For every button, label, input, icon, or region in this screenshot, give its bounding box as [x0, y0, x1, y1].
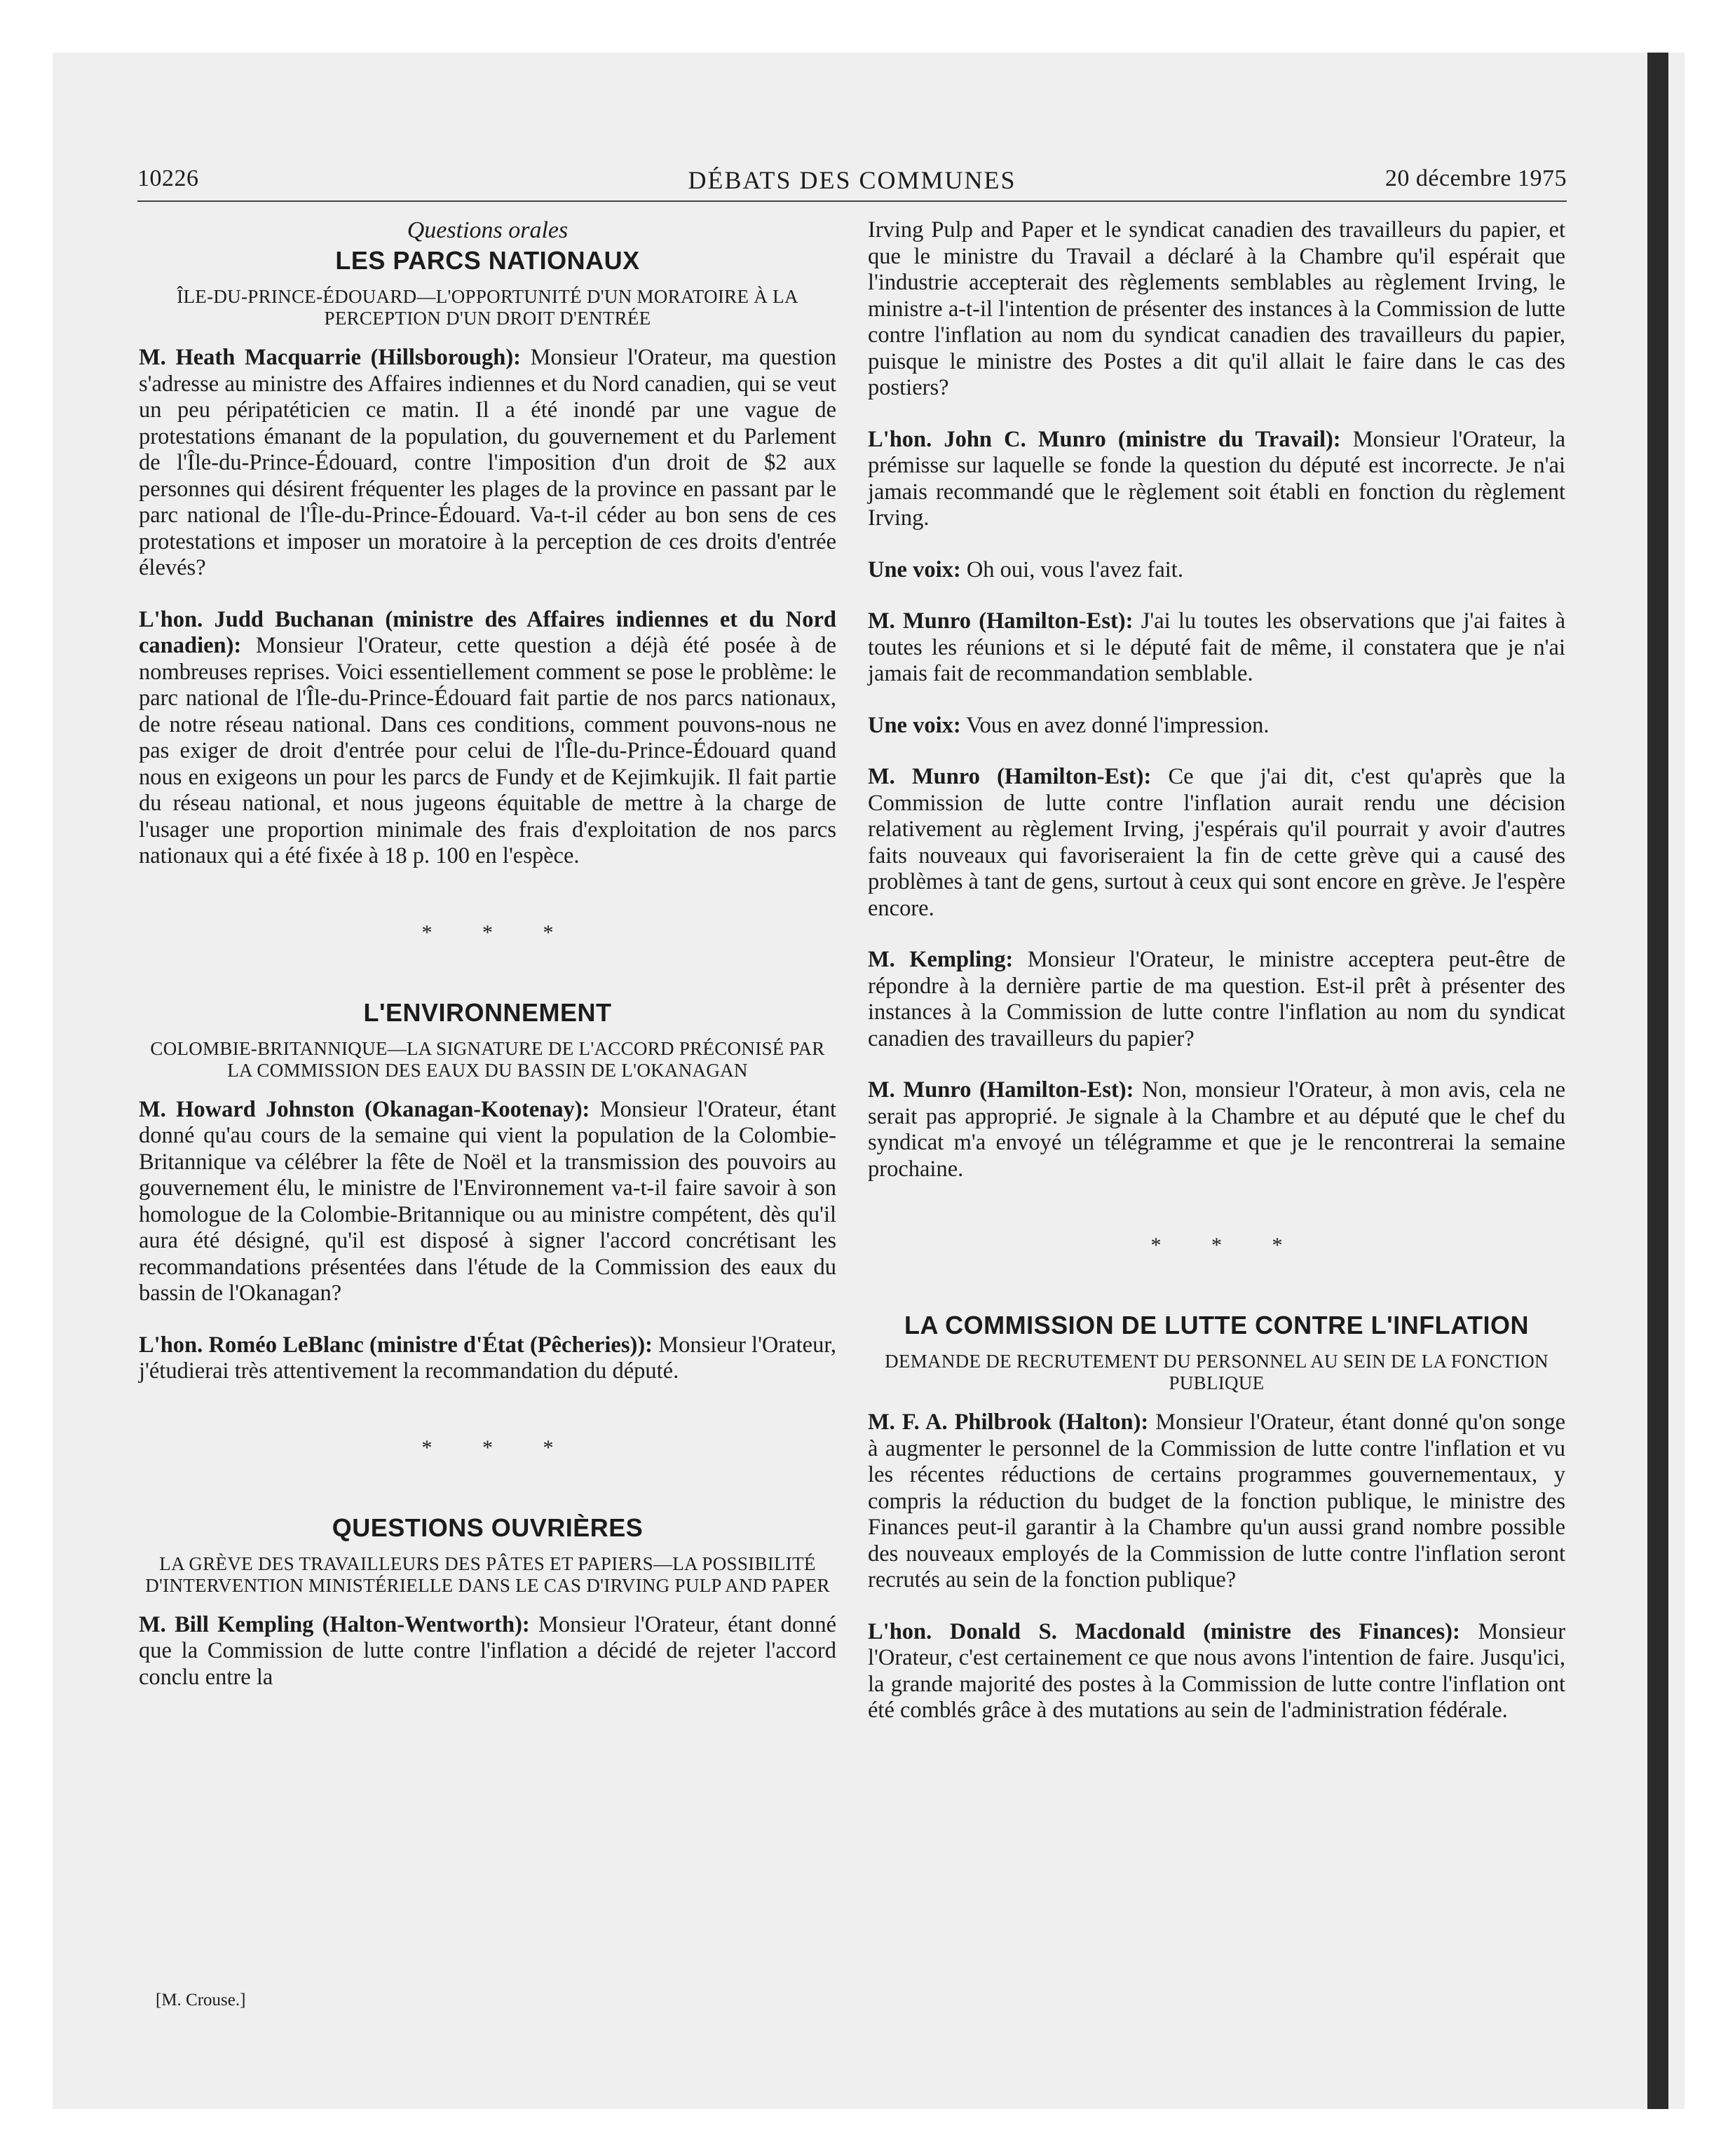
speaker-name: M. Heath Macquarrie (Hillsborough):	[139, 345, 521, 370]
speech-paragraph	[868, 1077, 1565, 1182]
section-heading: L'ENVIRONNEMENT	[363, 997, 612, 1027]
publication-title: DÉBATS DES COMMUNES	[688, 166, 1016, 194]
speaker-name: M. Kempling:	[868, 947, 1014, 972]
speaker-name: L'hon. Judd Buchanan (ministre des Affaires indiennes et du Nord canadien):	[139, 606, 836, 658]
speaker-name: M. Munro (Hamilton-Est):	[868, 608, 1134, 634]
speaker-name: L'hon. Donald S. Macdonald (ministre des Finances):	[868, 1618, 1460, 1644]
speech-paragraph	[868, 1619, 1565, 1724]
speech-paragraph	[139, 1097, 836, 1307]
speech-text: Oh oui, vous l'avez fait.	[966, 557, 1183, 582]
speaker-name: L'hon. John C. Munro (ministre du Travail):	[868, 426, 1341, 452]
publication-date: 20 décembre 1975	[1384, 165, 1567, 191]
speaker-name: M. Howard Johnston (Okanagan-Kootenay):	[139, 1096, 590, 1122]
speech-text: Monsieur l'Orateur, ma question s'adresse au ministre des Affaires indiennes et du Nord canadien, qui se veut un peu péripatéticien ce matin. Il a été inondé par une vague de protestations émanant de la population, du gouvernement et du Parlement de l'Île-du-Prince-Édouard, contre l'imposition d'un droit de $2 aux personnes qui désirent fréquenter les plages de la province en passant par le parc national de l'Île-du-Prince-Édouard. Va-t-il céder au bon sens de ces protestations et imposer un moratoire à la perception de ces droits d'entrée élevés?	[139, 345, 836, 580]
section-subheading: COLOMBIE-BRITANNIQUE—LA SIGNATURE DE L'ACCORD PRÉCONISÉ PAR LA COMMISSION DES EAUX DU BASSIN DE L'OKANAGAN	[150, 1037, 825, 1081]
speech-paragraph	[139, 1612, 836, 1691]
column-footnote: [M. Crouse.]	[156, 1991, 246, 2010]
speech-text: Non, monsieur l'Orateur, à mon avis, cela ne serait pas approprié. Je signale à la Chambre et au député que le chef du syndicat m'a envoyé un télégramme et que je le rencontrerai la semaine prochaine.	[868, 1077, 1566, 1182]
speech-paragraph	[868, 217, 1565, 402]
running-header	[137, 165, 1567, 202]
speech-text: Monsieur l'Orateur, cette question a déjà été posée à de nombreuses reprises. Voici essentiellement comment se pose le problème: le parc national de l'Île-du-Prince-Édouard fait partie de nos parcs nationaux, de notre réseau national. Dans ces conditions, comment pouvons-nous ne pas exiger de droit d'entrée pour celui de l'Île-du-Prince-Édouard quand nous en exigeons un pour les parcs de Fundy et de Kejimkujik. Il fait partie du réseau national, et nous jugeons équitable de mettre à la charge de l'usager une proportion minimale des frais d'exploitation de nos parcs nationaux qui a été fixée à 18 p. 100 en l'espèce.	[139, 633, 836, 868]
section-kicker: Questions orales	[407, 217, 569, 243]
speech-paragraph	[868, 713, 1565, 739]
speaker-name: M. Munro (Hamilton-Est):	[868, 764, 1152, 789]
section-heading: LA COMMISSION DE LUTTE CONTRE L'INFLATION	[904, 1311, 1529, 1339]
speech-text: Monsieur l'Orateur, j'étudierai très attentivement la recommandation du député.	[139, 1332, 836, 1384]
speech-paragraph	[139, 607, 836, 870]
section-separator: * * *	[421, 1435, 576, 1459]
scan-edge-shadow	[1647, 53, 1668, 2109]
speech-text: Monsieur l'Orateur, étant donné qu'au cours de la semaine qui vient la population de la Colombie-Britannique va célébrer la fête de Noël et la transmission des pouvoirs au gouvernement élu, le ministre de l'Environnement va-t-il faire savoir à son homologue de la Colombie-Britannique ou au ministre compétent, dès qu'il aura été désigné, qu'il est disposé à signer l'accord concrétisant les recommandations présentées dans l'étude de la Commission des eaux du bassin de l'Okanagan?	[139, 1096, 837, 1306]
speech-text: Monsieur l'Orateur, le ministre acceptera peut-être de répondre à la dernière partie de ma question. Est-il prêt à présenter des instances à la Commission de lutte contre l'inflation au nom du syndicat canadien des travailleurs du papier?	[868, 947, 1566, 1051]
speech-text: Monsieur l'Orateur, c'est certainement ce que nous avons l'intention de faire. Jusqu'ici, la grande majorité des postes à la Commission de lutte contre l'inflation ont été comblés grâce à des mutations au sein de l'administration fédérale.	[868, 1618, 1566, 1723]
speaker-name: L'hon. Roméo LeBlanc (ministre d'État (Pêcheries)):	[139, 1332, 653, 1358]
speech-text: Monsieur l'Orateur, la prémisse sur laquelle se fonde la question du député est incorrecte. Je n'ai jamais recommandé que le règlement soit établi en fonction du règlement Irving.	[868, 426, 1566, 531]
page-number: 10226	[137, 165, 199, 191]
speech-text: Monsieur l'Orateur, étant donné qu'on songe à augmenter le personnel de la Commission de lutte contre l'inflation et vu les récentes réductions de certains programmes gouvernementaux, y compris la réduction du budget de la fonction publique, le ministre des Finances peut-il garantir à la Chambre qu'un aussi grand nombre possible des nouveaux employés de la Commission de lutte contre l'inflation seront recrutés au sein de la fonction publique?	[868, 1410, 1566, 1592]
section-heading: QUESTIONS OUVRIÈRES	[332, 1513, 644, 1542]
speaker-name: M. Bill Kempling (Halton-Wentworth):	[139, 1611, 530, 1637]
speaker-name: Une voix:	[868, 557, 961, 582]
section-subheading: ÎLE-DU-PRINCE-ÉDOUARD—L'OPPORTUNITÉ D'UN MORATOIRE À LA PERCEPTION D'UN DROIT D'ENTRÉE	[177, 286, 798, 329]
speech-text: Vous en avez donné l'impression.	[966, 712, 1270, 738]
speech-text: Irving Pulp and Paper et le syndicat canadien des travailleurs du papier, et que le ministre du Travail a déclaré à la Chambre qu'il espérait que l'industrie accepterait des règlements semblables au règlement Irving, le ministre a-t-il l'intention de présenter des instances à la Commission de lutte contre l'inflation au nom du syndicat canadien des travailleurs du papier, puisque le ministre des Postes a dit qu'il allait le faire dans le cas des postiers?	[868, 217, 1565, 400]
left-column	[139, 217, 836, 1691]
speech-text: Ce que j'ai dit, c'est qu'après que la Commission de lutte contre l'inflation aurait rendu une décision relativement au règlement Irving, j'espérais qu'il pourrait y avoir d'autres faits nouveaux qui favoriseraient la fin de cette grève qui a causé des problèmes à tant de gens, surtout à ceux qui sont encore en grève. Je l'espère encore.	[868, 764, 1565, 921]
speaker-name: Une voix:	[868, 712, 961, 738]
section-separator: * * *	[1150, 1234, 1305, 1257]
right-column	[868, 217, 1565, 1724]
section-separator: * * *	[421, 920, 576, 944]
speech-paragraph	[139, 345, 836, 582]
section-subheading: LA GRÈVE DES TRAVAILLEURS DES PÂTES ET PAPIERS—LA POSSIBILITÉ D'INTERVENTION MINISTÉRIELLE DANS LE CAS D'IRVING PULP AND PAPER	[145, 1553, 830, 1596]
speech-paragraph	[868, 947, 1565, 1052]
speech-text: Monsieur l'Orateur, étant donné que la Commission de lutte contre l'inflation a décidé de rejeter l'accord conclu entre la	[139, 1611, 836, 1690]
speech-paragraph	[139, 1332, 836, 1385]
speaker-name: M. Munro (Hamilton-Est):	[868, 1077, 1134, 1103]
section-heading: LES PARCS NATIONAUX	[335, 246, 640, 275]
speech-paragraph	[868, 1410, 1565, 1594]
speech-paragraph	[868, 608, 1565, 688]
section-subheading: DEMANDE DE RECRUTEMENT DU PERSONNEL AU SEIN DE LA FONCTION PUBLIQUE	[885, 1351, 1549, 1393]
speech-text: J'ai lu toutes les observations que j'ai faites à toutes les réunions et si le député fait de même, il constatera que je n'ai jamais fait de recommandation semblable.	[868, 608, 1565, 686]
speech-paragraph	[868, 557, 1565, 584]
speech-paragraph	[868, 764, 1565, 922]
speaker-name: M. F. A. Philbrook (Halton):	[868, 1410, 1149, 1435]
speech-paragraph	[868, 427, 1565, 532]
